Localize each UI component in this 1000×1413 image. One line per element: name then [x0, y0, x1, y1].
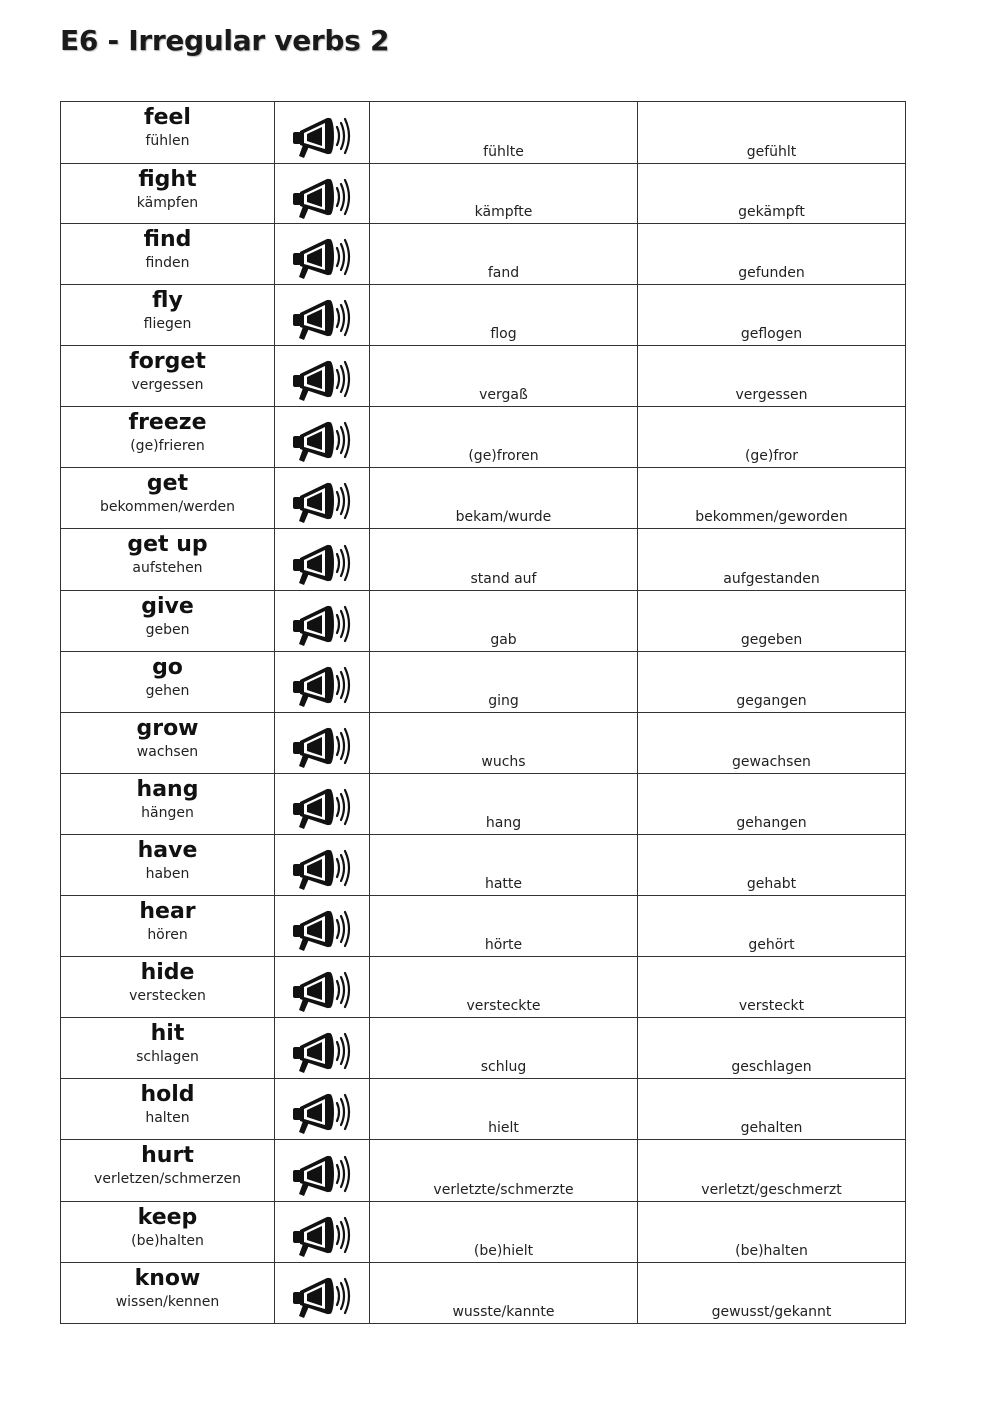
verb-cell — [61, 774, 275, 835]
play-audio-button[interactable] — [291, 905, 353, 953]
past-tense: schlug — [480, 1059, 527, 1075]
verb-cell — [61, 591, 275, 652]
past-participle: versteckt — [738, 998, 805, 1014]
past-participle: gehabt — [746, 876, 797, 892]
verb-german: kämpfen — [136, 195, 199, 211]
verb-cell — [61, 529, 275, 591]
play-audio-button[interactable] — [291, 1088, 353, 1136]
verb-table-body — [61, 102, 906, 1324]
verb-english: keep — [137, 1205, 198, 1230]
participle-cell — [638, 1140, 906, 1202]
table-row — [61, 1263, 906, 1324]
audio-cell — [275, 164, 370, 224]
verb-english: hide — [140, 960, 195, 985]
play-audio-button[interactable] — [291, 783, 353, 831]
megaphone-icon — [291, 416, 353, 464]
verb-german: finden — [145, 255, 190, 271]
verb-english: have — [137, 838, 198, 863]
verb-english: go — [152, 655, 183, 680]
verb-german: hören — [147, 927, 188, 943]
audio-cell — [275, 957, 370, 1018]
megaphone-icon — [291, 1027, 353, 1075]
page-title: E6 - Irregular verbs 2 — [60, 24, 390, 57]
verb-german: aufstehen — [132, 560, 203, 576]
verb-english: grow — [136, 716, 199, 741]
play-audio-button[interactable] — [291, 844, 353, 892]
table-row — [61, 1202, 906, 1263]
past-tense: flog — [490, 326, 517, 342]
table-row — [61, 896, 906, 957]
table-row — [61, 1079, 906, 1140]
past-tense-cell — [370, 285, 638, 346]
audio-cell — [275, 224, 370, 285]
verb-cell — [61, 1140, 275, 1202]
megaphone-icon — [291, 600, 353, 648]
megaphone-icon — [291, 1272, 353, 1320]
play-audio-button[interactable] — [291, 112, 353, 160]
audio-cell — [275, 774, 370, 835]
participle-cell — [638, 835, 906, 896]
past-tense: wusste/kannte — [452, 1304, 555, 1320]
past-tense: bekam/wurde — [455, 509, 552, 525]
participle-cell — [638, 713, 906, 774]
verb-cell — [61, 407, 275, 468]
verb-cell — [61, 285, 275, 346]
past-participle: verletzt/geschmerzt — [701, 1182, 842, 1198]
megaphone-icon — [291, 783, 353, 831]
play-audio-button[interactable] — [291, 722, 353, 770]
past-tense-cell — [370, 652, 638, 713]
past-participle: geflogen — [740, 326, 803, 342]
verb-cell — [61, 346, 275, 407]
play-audio-button[interactable] — [291, 416, 353, 464]
verb-english: fight — [138, 167, 197, 192]
play-audio-button[interactable] — [291, 600, 353, 648]
past-tense: fand — [487, 265, 520, 281]
audio-cell — [275, 835, 370, 896]
participle-cell — [638, 774, 906, 835]
verb-german: schlagen — [136, 1049, 199, 1065]
verb-cell — [61, 835, 275, 896]
verb-english: forget — [129, 349, 206, 374]
audio-cell — [275, 346, 370, 407]
participle-cell — [638, 285, 906, 346]
verb-cell — [61, 652, 275, 713]
audio-cell — [275, 896, 370, 957]
verb-cell — [61, 1018, 275, 1079]
verb-cell — [61, 468, 275, 529]
participle-cell — [638, 468, 906, 529]
past-tense-cell — [370, 1202, 638, 1263]
verb-german: haben — [145, 866, 190, 882]
table-row — [61, 591, 906, 652]
megaphone-icon — [291, 1211, 353, 1259]
past-tense: kämpfte — [474, 204, 533, 220]
table-row — [61, 346, 906, 407]
past-participle: gehalten — [740, 1120, 803, 1136]
verb-cell — [61, 1079, 275, 1140]
megaphone-icon — [291, 722, 353, 770]
past-tense: versteckte — [466, 998, 541, 1014]
table-row — [61, 285, 906, 346]
past-participle: gefühlt — [746, 144, 797, 160]
audio-cell — [275, 102, 370, 164]
audio-cell — [275, 468, 370, 529]
table-row — [61, 652, 906, 713]
table-row — [61, 957, 906, 1018]
megaphone-icon — [291, 1088, 353, 1136]
play-audio-button[interactable] — [291, 1027, 353, 1075]
past-tense: verletzte/schmerzte — [433, 1182, 574, 1198]
past-tense: hörte — [484, 937, 523, 953]
past-tense-cell — [370, 1018, 638, 1079]
past-tense-cell — [370, 957, 638, 1018]
verb-table — [60, 101, 906, 1324]
participle-cell — [638, 1263, 906, 1324]
past-tense-cell — [370, 529, 638, 591]
past-participle: geschlagen — [731, 1059, 812, 1075]
participle-cell — [638, 1079, 906, 1140]
table-row — [61, 835, 906, 896]
verb-german: wissen/kennen — [115, 1294, 220, 1310]
play-audio-button[interactable] — [291, 966, 353, 1014]
verb-english: get — [146, 471, 189, 496]
verb-german: (be)halten — [131, 1233, 204, 1249]
verb-english: hear — [139, 899, 196, 924]
verb-english: feel — [144, 105, 191, 130]
past-participle: (ge)fror — [744, 448, 799, 464]
past-tense: (be)hielt — [473, 1243, 534, 1259]
play-audio-button[interactable] — [291, 661, 353, 709]
megaphone-icon — [291, 173, 353, 221]
verb-english: find — [143, 227, 192, 252]
participle-cell — [638, 896, 906, 957]
past-participle: gefunden — [738, 265, 805, 281]
play-audio-button[interactable] — [291, 539, 353, 587]
play-audio-button[interactable] — [291, 173, 353, 221]
audio-cell — [275, 285, 370, 346]
play-audio-button[interactable] — [291, 1150, 353, 1198]
past-tense-cell — [370, 774, 638, 835]
verb-english: hang — [136, 777, 199, 802]
verb-german: wachsen — [136, 744, 199, 760]
table-row — [61, 164, 906, 224]
past-tense: hatte — [484, 876, 523, 892]
audio-cell — [275, 1202, 370, 1263]
past-participle: gehangen — [736, 815, 807, 831]
verb-german: vergessen — [131, 377, 204, 393]
verb-german: (ge)frieren — [130, 438, 205, 454]
audio-cell — [275, 652, 370, 713]
verb-german: gehen — [145, 683, 190, 699]
participle-cell — [638, 164, 906, 224]
megaphone-icon — [291, 905, 353, 953]
past-participle: vergessen — [735, 387, 808, 403]
participle-cell — [638, 102, 906, 164]
participle-cell — [638, 1202, 906, 1263]
verb-german: verstecken — [129, 988, 206, 1004]
megaphone-icon — [291, 233, 353, 281]
verb-german: hängen — [141, 805, 194, 821]
verb-cell — [61, 224, 275, 285]
audio-cell — [275, 1263, 370, 1324]
past-tense-cell — [370, 1140, 638, 1202]
audio-cell — [275, 713, 370, 774]
past-participle: gehört — [748, 937, 795, 953]
past-participle: gewusst/gekannt — [711, 1304, 832, 1320]
participle-cell — [638, 529, 906, 591]
participle-cell — [638, 591, 906, 652]
past-participle: gegeben — [740, 632, 803, 648]
audio-cell — [275, 529, 370, 591]
verb-cell — [61, 896, 275, 957]
verb-german: fühlen — [145, 133, 190, 149]
past-tense-cell — [370, 468, 638, 529]
table-row — [61, 713, 906, 774]
audio-cell — [275, 1079, 370, 1140]
audio-cell — [275, 407, 370, 468]
verb-english: hit — [150, 1021, 185, 1046]
participle-cell — [638, 1018, 906, 1079]
play-audio-button[interactable] — [291, 477, 353, 525]
participle-cell — [638, 957, 906, 1018]
past-tense-cell — [370, 1263, 638, 1324]
verb-german: halten — [145, 1110, 190, 1126]
verb-english: hurt — [141, 1143, 194, 1168]
past-participle: gegangen — [736, 693, 807, 709]
past-tense: vergaß — [479, 387, 528, 403]
megaphone-icon — [291, 294, 353, 342]
megaphone-icon — [291, 539, 353, 587]
play-audio-button[interactable] — [291, 355, 353, 403]
past-tense-cell — [370, 224, 638, 285]
past-tense-cell — [370, 835, 638, 896]
past-participle: (be)halten — [735, 1243, 808, 1259]
verb-cell — [61, 164, 275, 224]
past-tense-cell — [370, 407, 638, 468]
table-row — [61, 1140, 906, 1202]
past-participle: gewachsen — [732, 754, 811, 770]
audio-cell — [275, 591, 370, 652]
participle-cell — [638, 652, 906, 713]
table-row — [61, 529, 906, 591]
megaphone-icon — [291, 112, 353, 160]
past-tense-cell — [370, 713, 638, 774]
verb-cell — [61, 1263, 275, 1324]
past-participle: bekommen/geworden — [695, 509, 848, 525]
past-tense: hielt — [488, 1120, 519, 1136]
past-participle: gekämpft — [738, 204, 805, 220]
table-row — [61, 774, 906, 835]
megaphone-icon — [291, 355, 353, 403]
megaphone-icon — [291, 1150, 353, 1198]
verb-english: freeze — [128, 410, 207, 435]
megaphone-icon — [291, 966, 353, 1014]
verb-english: hold — [140, 1082, 195, 1107]
play-audio-button[interactable] — [291, 1211, 353, 1259]
past-participle: aufgestanden — [723, 571, 820, 587]
audio-cell — [275, 1140, 370, 1202]
past-tense: gab — [490, 632, 517, 648]
past-tense: (ge)froren — [468, 448, 539, 464]
play-audio-button[interactable] — [291, 233, 353, 281]
table-row — [61, 224, 906, 285]
audio-cell — [275, 1018, 370, 1079]
play-audio-button[interactable] — [291, 294, 353, 342]
table-row — [61, 407, 906, 468]
past-tense-cell — [370, 896, 638, 957]
past-tense: stand auf — [470, 571, 537, 587]
past-tense-cell — [370, 346, 638, 407]
past-tense-cell — [370, 164, 638, 224]
verb-cell — [61, 713, 275, 774]
past-tense: fühlte — [483, 144, 524, 160]
verb-english: get up — [127, 532, 208, 557]
verb-german: geben — [145, 622, 190, 638]
participle-cell — [638, 224, 906, 285]
verb-english: fly — [152, 288, 183, 313]
table-row — [61, 102, 906, 164]
verb-cell — [61, 1202, 275, 1263]
participle-cell — [638, 407, 906, 468]
past-tense-cell — [370, 591, 638, 652]
play-audio-button[interactable] — [291, 1272, 353, 1320]
past-tense-cell — [370, 1079, 638, 1140]
table-row — [61, 1018, 906, 1079]
past-tense-cell — [370, 102, 638, 164]
table-row — [61, 468, 906, 529]
participle-cell — [638, 346, 906, 407]
verb-english: give — [141, 594, 194, 619]
past-tense: ging — [488, 693, 519, 709]
verb-cell — [61, 957, 275, 1018]
past-tense: hang — [485, 815, 522, 831]
past-tense: wuchs — [481, 754, 526, 770]
verb-german: fliegen — [143, 316, 192, 332]
megaphone-icon — [291, 661, 353, 709]
verb-german: bekommen/werden — [99, 499, 236, 515]
verb-german: verletzen/schmerzen — [94, 1171, 241, 1187]
megaphone-icon — [291, 477, 353, 525]
megaphone-icon — [291, 844, 353, 892]
verb-cell — [61, 102, 275, 164]
verb-english: know — [134, 1266, 201, 1291]
